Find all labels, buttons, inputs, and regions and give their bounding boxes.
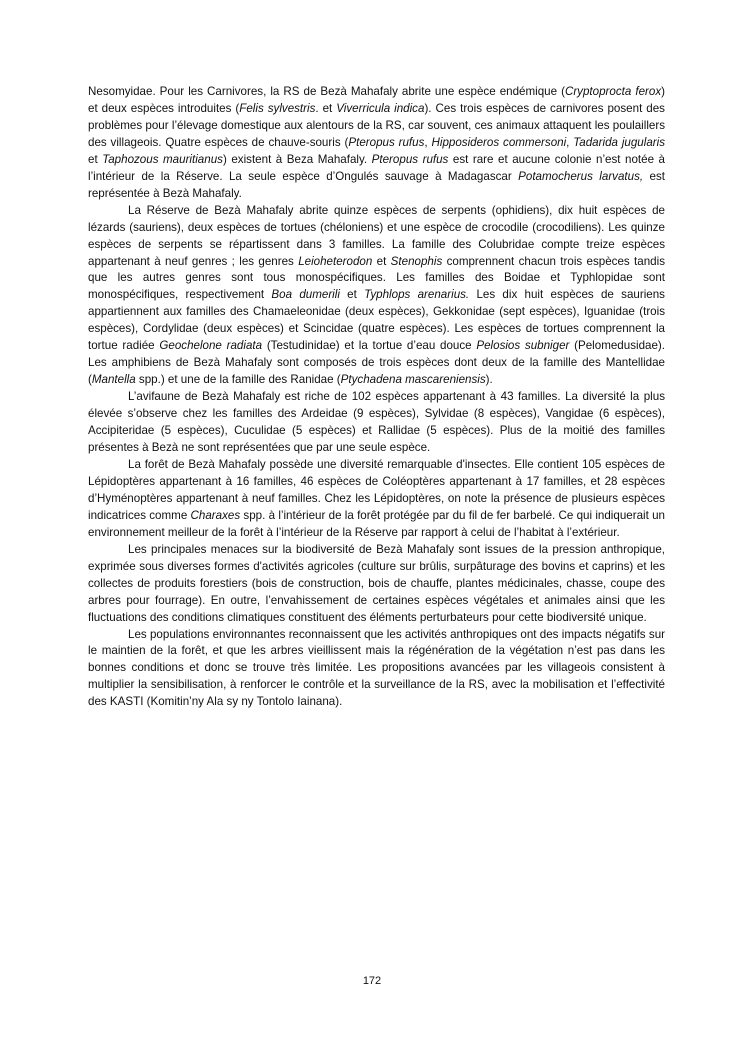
text-run: spp. à l’intérieur de la forêt protégée par du fil de fer barbelé. Ce qui indiquerait un environnement meilleur de la forêt à l’intérieur de la Réserve par rapport à celui de l’habitat à l’extérieur. [88,508,665,539]
italic-species-name: Typhlops arenarius. [364,288,470,302]
italic-species-name: Pteropus rufus [371,152,449,166]
paragraph-populations [88,627,665,712]
text-run: ) existent à Beza Mahafaly. [222,152,372,166]
text-run: et [339,288,365,302]
paragraph-carnivores [88,84,665,203]
text-run: L’avifaune de Bezà Mahafaly est riche de 102 espèces appartenant à 43 familles. La diversité la plus élevée s’observe chez les familles des Ardeidae (9 espèces), Sylvidae (8 espèces), Vangidae (6 espèces), Accipiteridae (5 espèces), Cuculidae (5 espèces) et Rallidae (5 espèces). Plus de la moitié des familles présentes à Bezà ne sont représentées que par une seule espèce. [88,390,665,455]
text-run: La forêt de Bezà Mahafaly possède une diversité remarquable d'insectes. Elle contient 105 espèces de Lépidoptères appartenant à 16 familles, 46 espèces de Coléoptères appartenant à 17 familles, et 28 espèces d’Hyménoptères appartenant à neuf familles. Chez les Lépidoptères, on note la présence de plusieurs espèces indicatrices comme [88,457,665,522]
paragraph-reptiles [88,203,665,389]
italic-species-name: Ptychadena mascareniensis [340,373,486,387]
paragraph-avifaune [88,389,665,457]
italic-species-name: Hipposideros commersoni [431,135,567,149]
text-run: est rare et aucune colonie n’est notée à l’intérieur de la Réserve. La seule espèce d’Ongulés sauvage à Madagascar [88,152,666,183]
italic-species-name: Pelosios subniger [476,339,570,353]
text-run: ). Ces trois espèces de carnivores posent des problèmes pour l’élevage domestique aux alentours de la RS, car souvent, ces animaux attaquent les poulaillers des villageois. Quatre espèces de chauve-souris ( [88,101,665,149]
italic-species-name: Taphozous mauritianus [102,152,223,166]
text-run: ) et deux espèces introduites ( [88,85,665,115]
italic-species-name: Tadarida jugularis [573,135,665,149]
text-run: Les populations environnantes reconnaissent que les activités anthropiques ont des impacts négatifs sur le maintien de la forêt, et que les arbres vieillissent mais la régénération de la végétation n’est pas dans les bonnes conditions et donc se trouve très limitée. Les propositions avancées par les villageois consistent à multiplier la sensibilisation, à renforcer le contrôle et la surveillance de la RS, avec la mobilisation et l’effectivité des KASTI (Komitin’ny Ala sy ny Tontolo Iainana). [88,627,665,709]
document-body [88,84,665,711]
text-run: Les dix huit espèces de sauriens appartiennent aux familles des Chamaeleonidae (deux espèces), Gekkonidae (sept espèces), Iguanidae (trois espèces), Cordylidae (deux espèces) et Scincidae (quatre espèces). Les espèces de tortues comprennent la tortue radiée [88,288,665,353]
text-run: Les principales menaces sur la biodiversité de Bezà Mahafaly sont issues de la pression anthropique, exprimée sous diverses formes d'activités agricoles (culture sur brûlis, surpâturage des bovins et caprins) et les collectes de produits forestiers (bois de construction, bois de chauffe, plantes médicinales, chasse, coupe des arbres pour fourrage). En outre, l’envahissement de certaines espèces végétales et animales ainsi que les fluctuations des conditions climatiques constituent des éléments perturbateurs pour cette biodiversité unique. [88,542,665,624]
text-run: Nesomyidae. Pour les Carnivores, la RS de Bezà Mahafaly abrite une espèce endémique ( [88,85,565,98]
text-run: . et [315,101,337,115]
italic-species-name: Cryptoprocta ferox [564,85,662,98]
text-run: La Réserve de Bezà Mahafaly abrite quinze espèces de serpents (ophidiens), dix huit espèces de lézards (sauriens), deux espèces de tortues (chéloniens) et une espèce de crocodile (crocodiliens). Les quinze espèces de serpents se répartissent dans 3 familles. La famille des Colubridae compte treize espèces appartenant à neuf genres ; les genres [88,203,665,268]
text-run: ). [485,373,493,387]
italic-species-name: Viverricula indica [336,101,425,115]
page-number: 172 [362,975,382,987]
italic-species-name: Stenophis [390,254,443,268]
paragraph-menaces [88,542,665,627]
italic-species-name: Boa dumerili [271,288,340,302]
italic-species-name: Mantella [91,373,136,387]
text-run: et [372,254,391,268]
italic-species-name: Felis sylvestris [239,101,316,115]
italic-species-name: Geochelone radiata [159,339,263,353]
italic-species-name: Potamocherus larvatus, [518,169,644,183]
italic-species-name: Charaxes [190,508,241,522]
text-run: , [424,135,432,149]
text-run: est représentée à Bezà Mahafaly. [88,169,665,200]
italic-species-name: Leioheterodon [298,254,373,268]
text-run: et [88,152,103,166]
paragraph-insectes [88,457,665,542]
text-run: , [566,135,574,149]
text-run: spp.) et une de la famille des Ranidae ( [135,373,341,387]
italic-species-name: Pteropus rufus [348,135,425,149]
text-run: (Testudinidae) et la tortue d’eau douce [262,339,477,353]
text-run: (Pelomedusidae). Les amphibiens de Bezà Mahafaly sont composés de trois espèces dont deux de la famille des Mantellidae ( [88,339,665,387]
text-run: comprennent chacun trois espèces tandis que les autres genres sont tous monospécifiques. Les familles des Boidae et Typhlopidae sont monospécifiques, respectivement [88,254,665,302]
